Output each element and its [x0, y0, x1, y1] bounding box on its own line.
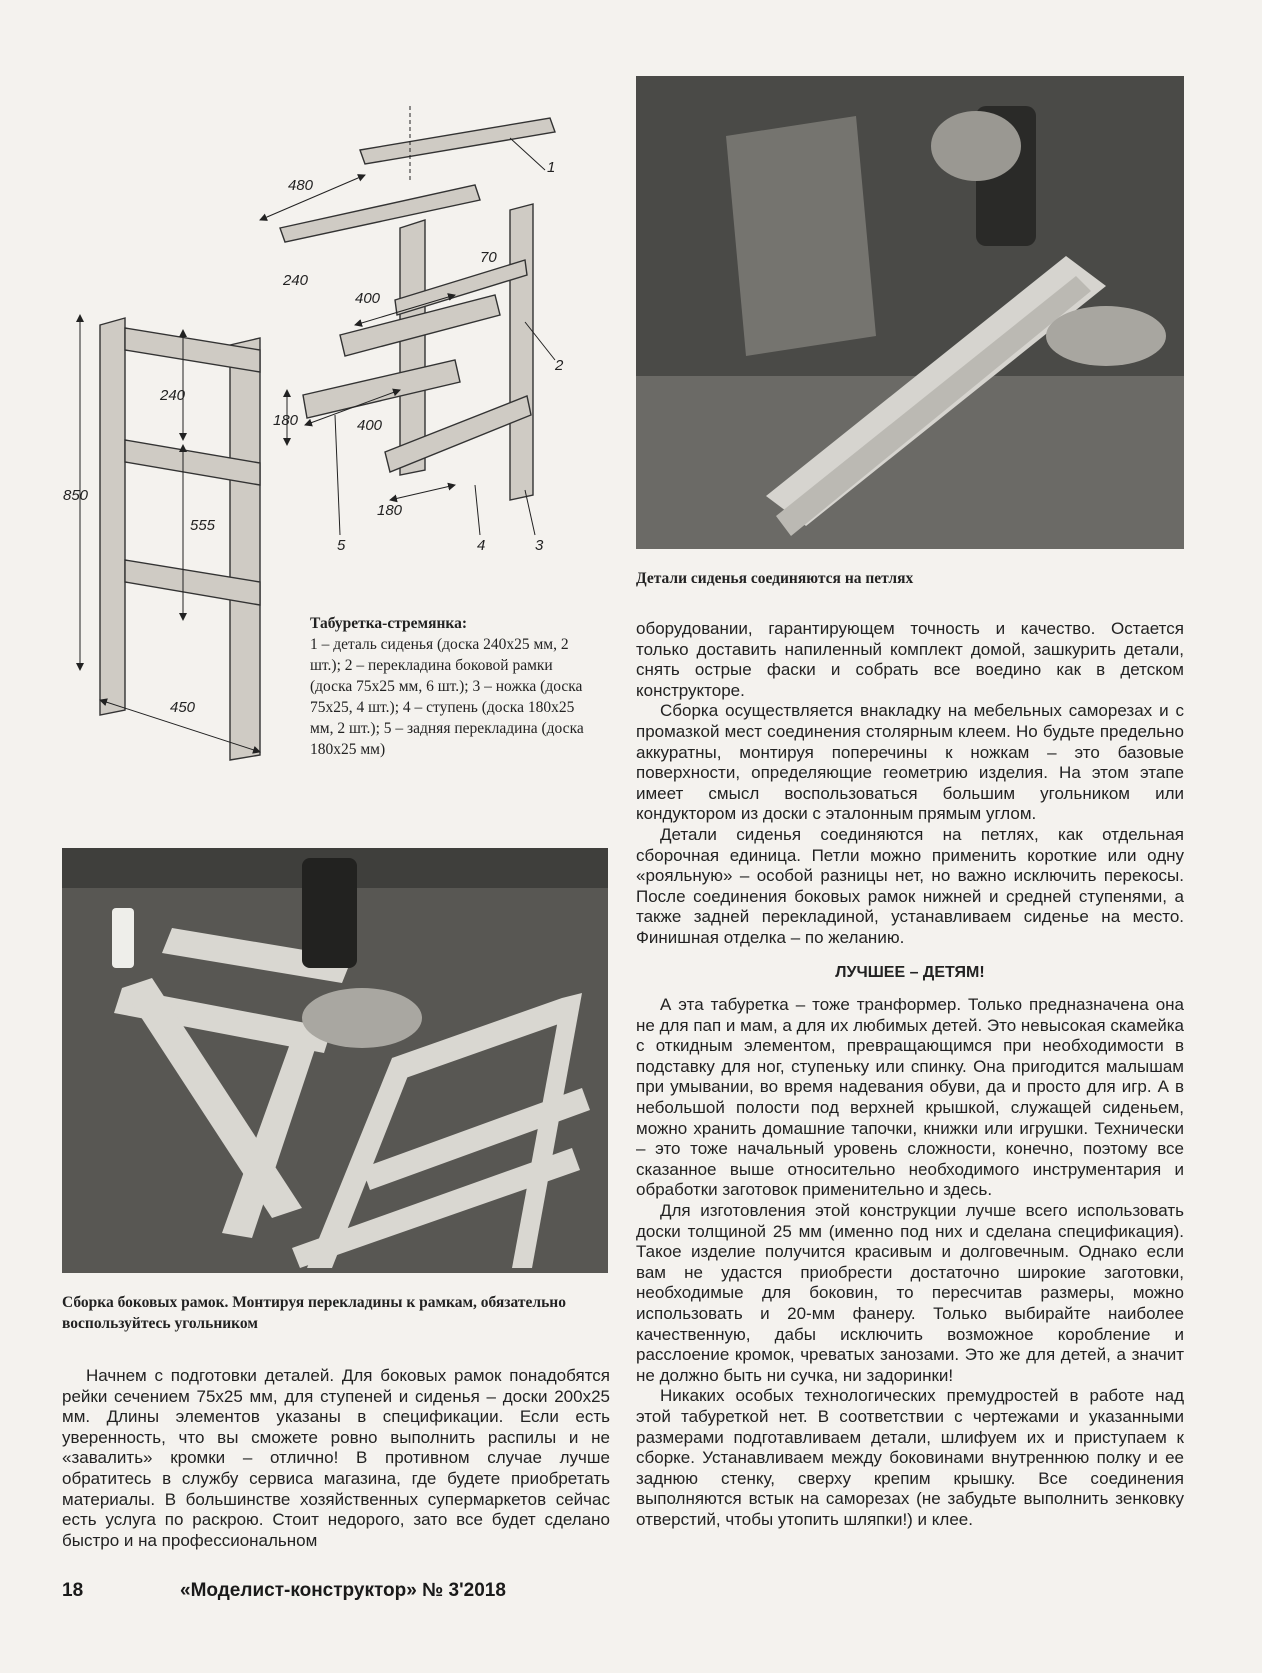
legend-title: Табуретка-стремянка:: [310, 615, 467, 632]
frame-assembly-photo: [62, 848, 608, 1273]
frame-rail-top: [125, 328, 260, 372]
part-number: 1: [547, 159, 556, 176]
paragraph: Детали сиденья соединяются на петлях, как отдельная сборочная единица. Петли можно применить короткие или одну «рояльную» – особой разницы нет, но важно исключить перекосы. После соединения боковых рамок нижней и средней ступенями, а также задней перекладиной, устанавливаем сиденье на место. Финишная отделка – по желанию.: [636, 824, 1184, 947]
paragraph: Сборка осуществляется внакладку на мебельных саморезах и с промазкой мест соединения столярным клеем. Но будьте предельно аккуратны, монтируя поперечины к ножкам – это базовые поверхности, определяющие геометрию изделия. На этом этапе имеет смысл воспользоваться большим угольником или кондуктором из доски с эталонным прямым углом.: [636, 701, 1184, 824]
seat-hinges-photo: [636, 76, 1184, 549]
dim-label: 480: [288, 177, 314, 194]
part-number: 5: [337, 537, 346, 554]
part-number: 4: [477, 537, 486, 554]
dim-label: 850: [63, 487, 89, 504]
stool-leg-front: [510, 204, 533, 500]
paragraph: Начнем с подготовки деталей. Для боковых рамок понадобятся рейки сечением 75х25 мм, для ступеней и сиденья – доски 200х25 мм. Длины элементов указаны в спецификации. Если есть уверенность, что вы сможете ровно выполнить распилы и не «завалить» кромки – отлично! В противном случае лучше обратитесь в службу сервиса магазина, где будете приобретать материалы. В большинстве хозяйственных супермаркетов сейчас есть услуга по раскрою. Стоит недорого, зато все будет сделано быстро и на профессиональном: [62, 1366, 610, 1550]
paragraph: Никаких особых технологических премудростей в работе над этой табуреткой нет. В соответствии с чертежами и указанными размерами подготавливаем детали, шлифуем их и приступаем к сборке. Устанавливаем между боковинами внутреннюю полку и ее заднюю стенку, сверху крепим крышку. Все соединения выполняются встык на саморезах (не забудьте выполнить зенковку отверстий, чтобы утопить шляпки!) и клее.: [636, 1386, 1184, 1529]
dim-label: 240: [160, 387, 186, 404]
part-number: 2: [555, 357, 564, 374]
dim-label: 70: [480, 249, 497, 266]
frame-leg-left: [100, 318, 125, 715]
caption-top-photo: Детали сиденья соединяются на петлях: [636, 570, 914, 587]
caption-bottom-photo: Сборка боковых рамок. Монтируя перекладины к рамкам, обязательно воспользуйтесь угольником: [62, 1294, 566, 1332]
paragraph: оборудовании, гарантирующем точность и качество. Остается только доставить напиленный комплект домой, зашкурить детали, снять острые фаски и собрать все воедино как в детском конструкторе.: [636, 619, 1184, 700]
paragraph: Для изготовления этой конструкции лучше всего использовать доски толщиной 25 мм (именно под них и сделана спецификация). Такое изделие получится красивым и долговечным. Однако если вам не удастся приобрести достаточно широкие заготовки, необходимые для боковин, то пересчитав размеры, можно использовать и 20-мм фанеру. Только выбирайте наиболее качественную, дабы исключить возможное коробление и расслоение кромок, чреватых занозами. Это же для детей, а значит не должно быть ни сучка, ни задоринки!: [636, 1201, 1184, 1385]
paragraph: А эта табуретка – тоже транформер. Только предназначена она не для пап и мам, а для их любимых детей. Это невысокая скамейка с откидным элементом, превращающимся при необходимости в подставку для ног, ступеньку или спинку. Она пригодится малышам при умывании, во время надевания обуви, да и просто для игр. А в небольшой полости под верхней крышкой, служащей сиденьем, можно хранить домашние тапочки, книжки или игрушки. Технически – это тоже начальный уровень сложности, конечно, поэтому все сказанное выше относительно необходимого инструментария и обработки заготовок применительно и здесь.: [636, 995, 1185, 1200]
frame-leg-right: [230, 338, 260, 760]
section-subheading: ЛУЧШЕЕ – ДЕТЯМ!: [835, 963, 985, 981]
stool-leg-back: [400, 220, 425, 475]
dim-label: 555: [190, 517, 216, 534]
left-column-text: [62, 1366, 610, 1551]
right-column-text: [636, 619, 1184, 1531]
dim-label: 240: [283, 272, 309, 289]
drawing-legend: [310, 613, 598, 760]
dim-label: 180: [273, 412, 299, 429]
legend-text: 1 – деталь сиденья (доска 240х25 мм, 2 шт.); 2 – перекладина боковой рамки (доска 75х25 мм, 6 шт.); 3 – ножка (доска 75х25, 4 шт.); 4 – ступень (доска 180х25 мм, 2 шт.); 5 – задняя перекладина (доска 180х25 мм): [310, 636, 584, 758]
part-number: 3: [535, 537, 544, 554]
journal-title: «Моделист-конструктор» № 3'2018: [180, 1580, 506, 1601]
page-number: 18: [62, 1580, 84, 1601]
dim-label: 180: [377, 502, 403, 519]
dim-label: 450: [170, 699, 196, 716]
seat-board-top: [360, 118, 555, 164]
dim-label: 400: [355, 290, 381, 307]
dim-label: 400: [357, 417, 383, 434]
middle-rail: [303, 360, 460, 418]
